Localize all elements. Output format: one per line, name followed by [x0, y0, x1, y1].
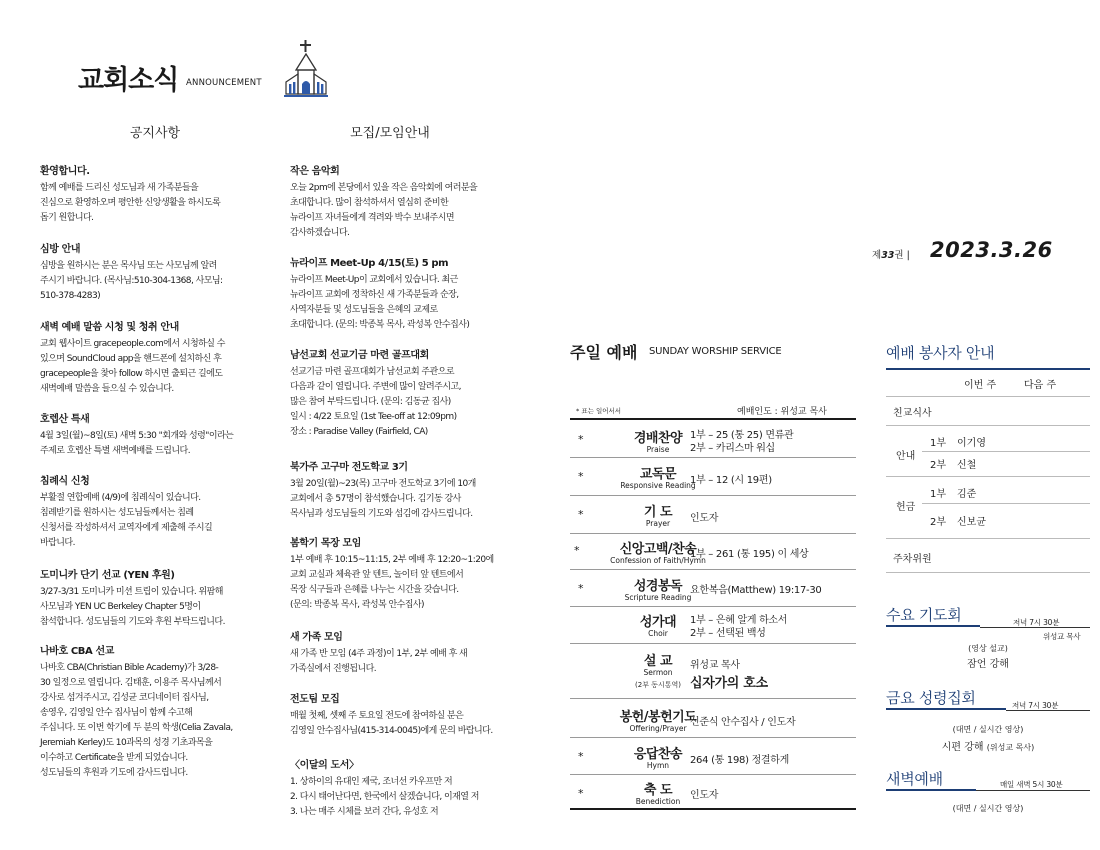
offering-name: 김준: [957, 489, 977, 500]
fellowship-meal-label: 친교식사: [893, 408, 932, 419]
usher-label: 안내: [896, 451, 916, 462]
notice-body: 1부 예배 후 10:15~11:15, 2부 예배 후 12:20~1:20에 교회 교실과 체육관 앞 텐트, 놀이터 앞 텐트에서 목장 식구들과 은혜를 나누는 시간을 갖습니다. (문의: 박종복 목사, 곽성복 안수집사): [290, 555, 494, 610]
order-name: 경배찬양: [633, 431, 683, 446]
order-detail: 신준식 안수집사 / 인도자: [690, 717, 796, 728]
notice-body: 매월 첫째, 셋째 주 토요일 전도에 참여하실 분은 김영일 안수집사님(415-314-0045)에게 문의 바랍니다.: [290, 711, 493, 736]
notice-body: 새 가족 반 모임 (4주 과정)이 1부, 2부 예배 후 새 가족실에서 진행됩니다.: [290, 649, 468, 674]
divider: [570, 569, 856, 570]
next-week-header: 다음 주: [1024, 380, 1057, 391]
order-name-en: Confession of Faith/Hymn: [610, 556, 706, 565]
divider: [922, 503, 1090, 504]
order-name-en: Responsive Reading: [620, 481, 696, 490]
order-detail: 요한복음(Matthew) 19:17-30: [690, 585, 822, 596]
wednesday-mode: (영상 설교): [968, 644, 1008, 653]
order-detail: 264 (통 198) 정결하게: [690, 755, 790, 766]
notice-baptism: [40, 472, 264, 551]
order-name-note: (2부 동시통역): [635, 681, 681, 689]
divider: [886, 625, 980, 627]
notice-body: 3/27-3/31 도미니카 미션 트립이 있습니다. 위팜해 사모님과 YEN UC Berkeley Chapter 5명이 참석합니다. 성도님들의 기도와 후원 부탁드립니다.: [40, 587, 225, 627]
volume-number: [872, 247, 910, 261]
notice-body: 선교기금 마련 골프대회가 남선교회 주관으로 다음과 같이 열립니다. 주변에 많이 알려주시고, 많은 참여 부탁드립니다. (문의: 김동균 집사) 일시 : 4/22 토요일 (1st Tee-off at 12:09pm) 장소 : Paradise Valley (Fairfield, CA): [290, 367, 461, 437]
notice-title: 나바호 CBA 선교: [40, 646, 114, 657]
notice-title: 남선교회 선교기금 마련 골프대회: [290, 350, 429, 361]
dawn-time: 매일 새벽 5시 30분: [1000, 780, 1063, 789]
volume-prefix: 제: [872, 250, 882, 261]
wednesday-message: 잠언 강해: [967, 659, 1009, 670]
notice-body: 부활절 연합예배 (4/9)에 침례식이 있습니다. 침례받기를 원하시는 성도님들께서는 침례 신청서를 작성하셔서 교역자에게 제출해 주시길 바랍니다.: [40, 493, 213, 548]
notice-title: 북가주 고구마 전도학교 3기: [290, 462, 408, 473]
notice-title: 침례식 신청: [40, 476, 90, 487]
notice-evangelism-school: [290, 458, 514, 522]
dawn-title: 새벽예배: [886, 770, 943, 788]
notice-body: 나바호 CBA(Christian Bible Academy)가 3/28- 30 일정으로 열립니다. 김태훈, 이용주 목사님께서 강사로 섬겨주시고, 김성균 코디네이터 집사님, 송영우, 김영일 안수 집사님이 함께 수고해 주십니다. 또 이번 학기에 두 분의 학생(Celia Zavala, Jeremiah Kerley)도 10과목의 성경 기초과목을 이수하고 Certificate을 받게 되었습니다. 성도님들의 후원과 기도에 감사드립니다.: [40, 663, 233, 778]
order-name-en: Praise: [646, 445, 670, 454]
order-name: 성경봉독: [633, 579, 683, 594]
book-item: 1. 상하이의 유대인 제국, 조너선 카우프만 저: [290, 777, 453, 787]
order-name: 설 교: [643, 654, 673, 669]
divider: [570, 495, 856, 496]
this-week-header: 이번 주: [964, 380, 997, 391]
books-title: 〈이달의 도서〉: [290, 760, 359, 771]
order-name-en: Hymn: [646, 761, 670, 770]
wednesday-title: 수요 기도회: [886, 606, 962, 624]
divider: [980, 627, 1090, 628]
offering-part: 1부: [930, 489, 947, 500]
standing-mark: *: [578, 750, 584, 763]
order-name-en: Sermon: [643, 668, 673, 677]
notice-body: 교회 웹사이트 gracepeople.com에서 시청하실 수 있으며 SoundCloud app을 핸드폰에 설치하신 후 gracepeople을 찾아 follow 하시면 출퇴근 길에도 새벽예배 말씀을 들으실 수 있습니다.: [40, 339, 225, 394]
notice-spring-group: [290, 534, 514, 613]
divider: [922, 451, 1090, 452]
divider: [570, 698, 856, 699]
notice-body: 오늘 2pm에 본당에서 있을 작은 음악회에 여러분을 초대합니다. 많이 참석하셔서 열심히 준비한 뉴라이프 자녀들에게 격려와 박수 보내주시면 감사하겠습니다.: [290, 183, 478, 238]
standing-mark: *: [578, 508, 584, 521]
standing-mark: *: [574, 544, 580, 557]
order-detail: 인도자: [690, 790, 719, 801]
friday-time: 저녁 7시 30분: [1012, 701, 1059, 710]
notice-evangelism-team: [290, 690, 514, 739]
notice-dawn-sermon: [40, 318, 264, 397]
order-name: 응답찬송: [633, 747, 683, 762]
divider: [886, 789, 976, 791]
friday-speaker: (위성교 목사): [986, 743, 1035, 752]
order-detail: 2부 – 카리스마 워십: [690, 443, 775, 454]
order-detail: 1부 – 261 (통 195) 이 세상: [690, 549, 809, 560]
order-name-en: Prayer: [645, 519, 671, 528]
order-detail: 1부 – 25 (통 25) 면류관: [690, 430, 794, 441]
divider: [886, 538, 1090, 539]
divider: [886, 476, 1090, 477]
order-name-en: Scripture Reading: [624, 593, 692, 602]
book-item: 3. 나는 매주 시체를 보러 간다, 유성호 저: [290, 807, 439, 817]
usher-name: 이기영: [957, 438, 986, 449]
offering-part: 2부: [930, 517, 947, 528]
divider: [886, 572, 1090, 573]
friday-mode: (대면 / 실시간 영상): [952, 725, 1024, 734]
notice-newcomer: [290, 628, 514, 677]
notice-concert: [290, 162, 514, 241]
divider: [570, 457, 856, 458]
parking-label: 주차위원: [893, 554, 932, 565]
notice-golf: [290, 346, 514, 440]
notice-dominica: [40, 566, 264, 630]
servers-title: 예배 봉사자 안내: [886, 344, 995, 362]
notice-visitation: [40, 240, 264, 304]
notice-welcome: [40, 162, 264, 226]
standing-note: * 표는 일어서서: [576, 407, 622, 415]
divider: [886, 368, 1090, 370]
notice-title: 호렙산 특새: [40, 414, 90, 425]
volume-suffix: 권 |: [894, 250, 910, 261]
page-title: 교회소식: [78, 65, 179, 96]
friday-message: [886, 738, 1090, 753]
divider: [1006, 710, 1090, 711]
book-item: 2. 다시 태어난다면, 한국에서 살겠습니다, 이재열 저: [290, 792, 479, 802]
order-name: 교독문: [639, 467, 677, 482]
notice-title: 작은 음악회: [290, 166, 340, 177]
standing-mark: *: [578, 582, 584, 595]
notice-title: 환영합니다.: [40, 166, 90, 177]
divider: [976, 790, 1090, 791]
page-subtitle: ANNOUNCEMENT: [186, 78, 262, 88]
order-name-en: Offering/Prayer: [629, 724, 687, 733]
notice-title: 도미니카 단기 선교 (YEN 후원): [40, 570, 175, 581]
notice-navajo: [40, 642, 264, 781]
order-detail: 2부 – 선택된 백성: [690, 628, 766, 639]
order-name-en: Choir: [648, 629, 668, 638]
divider: [570, 606, 856, 607]
dawn-mode: (대면 / 실시간 영상): [952, 804, 1024, 813]
notice-title: 새벽 예배 말씀 시청 및 청취 안내: [40, 322, 179, 333]
standing-mark: *: [578, 470, 584, 483]
sermon-title: 십자가의 호소: [690, 676, 768, 691]
standing-mark: *: [578, 433, 584, 446]
wednesday-leader: 위성교 목사: [1043, 632, 1081, 641]
divider: [570, 737, 856, 738]
divider: [570, 533, 856, 534]
order-name: 성가대: [639, 615, 677, 630]
wednesday-time: 저녁 7시 30분: [1013, 618, 1060, 627]
order-detail: 1부 – 은혜 알게 하소서: [690, 615, 788, 626]
notice-title: 뉴라이프 Meet-Up 4/15(토) 5 pm: [290, 258, 449, 269]
notice-horeb: [40, 410, 264, 459]
friday-title: 금요 성령집회: [886, 689, 976, 707]
volume-num: 33: [881, 250, 895, 261]
order-name: 축 도: [643, 783, 673, 798]
order-detail: 1부 – 12 (시 19편): [690, 475, 772, 486]
friday-series: 시편 강해: [941, 742, 984, 753]
standing-mark: *: [578, 787, 584, 800]
divider: [570, 774, 856, 775]
worship-title-en: SUNDAY WORSHIP SERVICE: [649, 346, 782, 357]
notice-title: 심방 안내: [40, 244, 81, 255]
bulletin-date: 2023.3.26: [930, 238, 1053, 262]
divider: [570, 418, 856, 420]
order-name: 기 도: [643, 505, 673, 520]
order-name: 신앙고백/찬송: [619, 542, 697, 557]
notice-body: 함께 예배를 드리신 성도님과 새 가족분들을 진심으로 환영하오며 평안한 신앙생활을 하시도록 돕기 원합니다.: [40, 183, 221, 223]
divider: [886, 708, 1006, 710]
worship-title: 주일 예배: [570, 343, 638, 362]
order-name-en: Benediction: [635, 797, 681, 806]
offering-name: 신보균: [957, 517, 986, 528]
usher-part: 2부: [930, 460, 947, 471]
books-of-month: [290, 756, 514, 820]
notice-title: 새 가족 모임: [290, 632, 343, 643]
worship-leader: 예배인도 : 위성교 목사: [737, 407, 827, 417]
usher-name: 신철: [957, 460, 977, 471]
order-detail: 위성교 목사: [690, 660, 740, 671]
divider: [886, 425, 1090, 426]
notice-body: 뉴라이프 Meet-Up이 교회에서 있습니다. 최근 뉴라이프 교회에 정착하신 새 가족분들과 순장, 사역자분들 및 성도님들을 은혜의 교제로 초대합니다. (문의: 박종복 목사, 곽성복 안수집사): [290, 275, 470, 330]
divider: [886, 396, 1090, 397]
groups-heading: 모집/모임안내: [350, 126, 430, 141]
usher-part: 1부: [930, 438, 947, 449]
notice-body: 3월 20일(월)~23(목) 고구마 전도학교 3기에 10개 교회에서 총 57명이 참석했습니다. 김기동 강사 목사님과 성도님들의 기도와 섬김에 감사드립니다.: [290, 479, 476, 519]
notice-body: 심방을 원하시는 분은 목사님 또는 사모님께 알려 주시기 바랍니다. (목사님:510-304-1368, 사모님: 510-378-4283): [40, 261, 223, 301]
notice-title: 전도팀 모집: [290, 694, 340, 705]
notice-meetup: [290, 254, 514, 333]
divider: [570, 808, 856, 810]
divider: [570, 643, 856, 644]
order-name: 봉헌/봉헌기도: [619, 710, 697, 725]
notices-heading: 공지사항: [129, 126, 181, 141]
offering-label: 헌금: [896, 502, 916, 513]
notice-body: 4월 3일(월)~8일(토) 새벽 5:30 "회개와 성령"이라는 주제로 호렙산 특별 새벽예배를 드립니다.: [40, 431, 234, 456]
order-detail: 인도자: [690, 513, 719, 524]
notice-title: 봄학기 목장 모임: [290, 538, 361, 549]
church-icon: [284, 40, 328, 98]
